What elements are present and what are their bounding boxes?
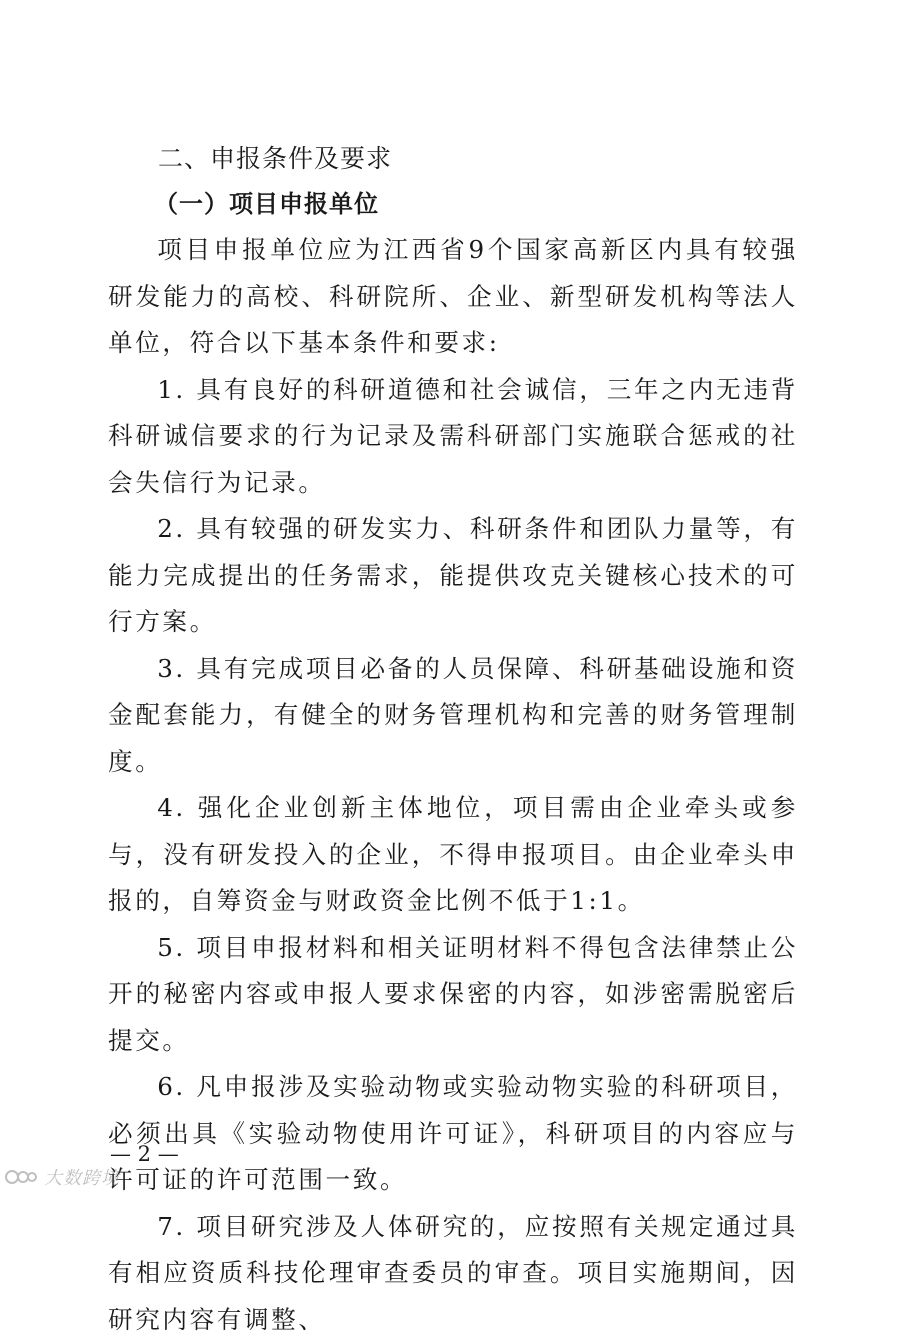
paragraph-item-1: 1. 具有良好的科研道德和社会诚信，三年之内无违背科研诚信要求的行为记录及需科研部门实施联合惩戒的社会失信行为记录。	[108, 367, 798, 507]
body-text	[108, 227, 798, 1343]
paragraph-item-4: 4. 强化企业创新主体地位，项目需由企业牵头或参与，没有研发投入的企业，不得申报项目。由企业牵头申报的，自筹资金与财政资金比例不低于1:1。	[108, 785, 798, 925]
watermark-text: 大数跨境	[44, 1164, 120, 1190]
paragraph-item-5: 5. 项目申报材料和相关证明材料不得包含法律禁止公开的秘密内容或申报人要求保密的内容，如涉密需脱密后提交。	[108, 925, 798, 1065]
paragraph-intro: 项目申报单位应为江西省9个国家高新区内具有较强研发能力的高校、科研院所、企业、新型研发机构等法人单位，符合以下基本条件和要求:	[108, 227, 798, 367]
paragraph-item-6: 6. 凡申报涉及实验动物或实验动物实验的科研项目，必须出具《实验动物使用许可证》，科研项目的内容应与许可证的许可范围一致。	[108, 1064, 798, 1204]
subsection-title: （一）项目申报单位	[154, 184, 379, 219]
section-title: 二、申报条件及要求	[158, 139, 392, 175]
paragraph-item-7: 7. 项目研究涉及人体研究的，应按照有关规定通过具有相应资质科技伦理审查委员的审查。项目实施期间，因研究内容有调整、	[108, 1204, 798, 1343]
paragraph-item-2: 2. 具有较强的研发实力、科研条件和团队力量等，有能力完成提出的任务需求，能提供攻克关键核心技术的可行方案。	[108, 506, 798, 646]
watermark	[4, 1164, 120, 1190]
paragraph-item-3: 3. 具有完成项目必备的人员保障、科研基础设施和资金配套能力，有健全的财务管理机构和完善的财务管理制度。	[108, 646, 798, 786]
page-number: — 2 —	[110, 1142, 179, 1166]
brand-logo-icon	[4, 1166, 38, 1188]
